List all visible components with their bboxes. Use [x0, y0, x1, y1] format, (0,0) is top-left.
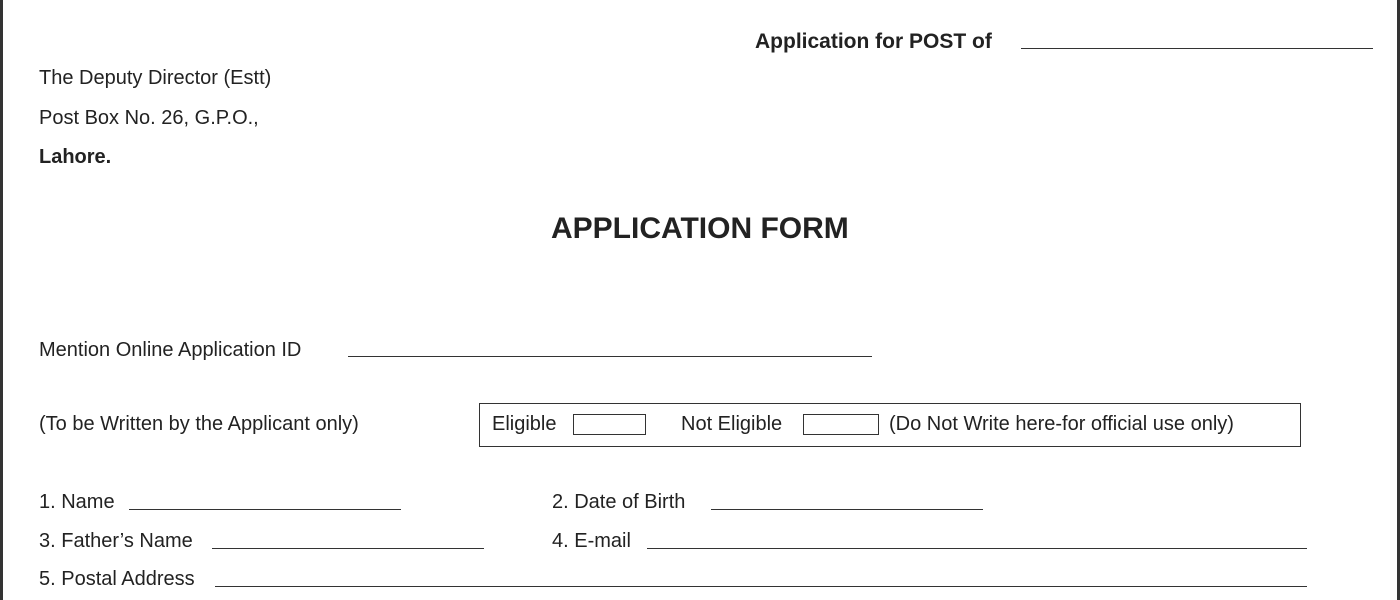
- not-eligible-label: Not Eligible: [681, 413, 783, 435]
- father-name-input-line[interactable]: [212, 548, 484, 549]
- post-input-line[interactable]: [1021, 48, 1373, 49]
- name-label: 1. Name: [39, 491, 115, 513]
- postal-address-input-line[interactable]: [215, 586, 1307, 587]
- email-input-line[interactable]: [647, 548, 1307, 549]
- online-id-label: Mention Online Application ID: [39, 339, 302, 361]
- address-line-3: Lahore.: [39, 146, 112, 168]
- post-label: Application for POST of: [755, 30, 992, 53]
- not-eligible-checkbox[interactable]: [803, 414, 879, 435]
- address-line-1: The Deputy Director (Estt): [39, 67, 272, 89]
- eligible-checkbox[interactable]: [573, 414, 646, 435]
- dob-input-line[interactable]: [711, 509, 983, 510]
- father-name-label: 3. Father’s Name: [39, 530, 193, 552]
- address-line-2: Post Box No. 26, G.P.O.,: [39, 107, 259, 129]
- eligible-label: Eligible: [492, 413, 557, 435]
- applicant-note: (To be Written by the Applicant only): [39, 413, 359, 435]
- form-title: APPLICATION FORM: [551, 212, 849, 245]
- official-use-note: (Do Not Write here-for official use only): [889, 413, 1234, 435]
- name-input-line[interactable]: [129, 509, 401, 510]
- email-label: 4. E-mail: [552, 530, 631, 552]
- dob-label: 2. Date of Birth: [552, 491, 686, 513]
- postal-address-label: 5. Postal Address: [39, 568, 195, 590]
- online-id-input-line[interactable]: [348, 356, 872, 357]
